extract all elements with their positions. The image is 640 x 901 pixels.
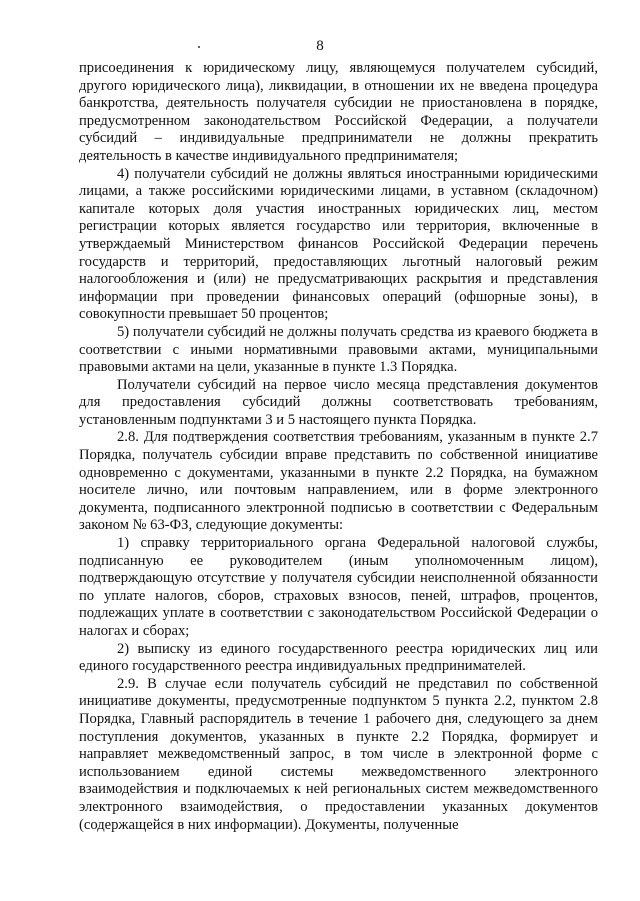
page-number: 8 <box>316 38 324 54</box>
scan-dot <box>198 46 200 48</box>
paragraph-7: 2) выписку из единого государственного реестра юридических лиц или единого государственного реестра индивидуальных предпринимателей. <box>79 640 598 675</box>
paragraph-4: Получатели субсидий на первое число месяца представления документов для предоставления субсидий должны соответствовать требованиям, установленным подпунктами 3 и 5 настоящего пункта Порядка. <box>79 376 598 428</box>
paragraph-6: 1) справку территориального органа Федеральной налоговой службы, подписанную ее руководителем (иным уполномоченным лицом), подтверждающую отсутствие у получателя субсидии неисполненной обязанности по уплате налогов, сборов, страховых взносов, пеней, штрафов, процентов, подлежащих уплате в соответствии с законодательством Российской Федерации о налогах и сборах; <box>79 535 598 639</box>
paragraph-1: присоединения к юридическому лицу, являющемуся получателем субсидий, другого юридического лица), ликвидации, в отношении их не введена процедура банкротства, деятельность получателя субсидии не приостановлена в порядке, предусмотренном законодательством Российской Федерации, а получатели субсидий – индивидуальные предприниматели не должны прекратить деятельность в качестве индивидуального предпринимателя; <box>79 60 598 164</box>
document-body <box>79 60 598 834</box>
paragraph-5: 2.8. Для подтверждения соответствия требованиям, указанным в пункте 2.7 Порядка, получатель субсидии вправе представить по собственной инициативе одновременно с документами, указанными в пункте 2.2 Порядка, на бумажном носителе лично, или почтовым направлением, или в форме электронного документа, подписанного электронной подписью в соответствии с Федеральным законом № 63-ФЗ, следующие документы: <box>79 429 598 534</box>
paragraph-2: 4) получатели субсидий не должны являться иностранными юридическими лицами, а также российскими юридическими лицами, в уставном (складочном) капитале которых доля участия иностранных юридических лиц, местом регистрации которых является государство или территория, включенные в утверждаемый Министерством финансов Российской Федерации перечень государств и территорий, предоставляющих льготный налоговый режим налогообложения и (или) не предусматривающих раскрытия и представления информации при проведении финансовых операций (офшорные зоны), в совокупности превышает 50 процентов; <box>79 165 598 323</box>
paragraph-3: 5) получатели субсидий не должны получать средства из краевого бюджета в соответствии с иными нормативными правовыми актами, муниципальными правовыми актами на цели, указанные в пункте 1.3 Порядка. <box>79 323 598 376</box>
paragraph-8: 2.9. В случае если получатель субсидий не представил по собственной инициативе документы, предусмотренные подпунктом 5 пункта 2.2, пунктом 2.8 Порядка, Главный распорядитель в течение 1 рабочего дня, следующего за днем поступления документов, указанных в пункте 2.2 Порядка, формирует и направляет межведомственный запрос, в том числе в электронной форме с использованием единой системы межведомственного электронного взаимодействия и подключаемых к ней региональных систем межведомственного электронного взаимодействия, о предоставлении указанных документов (содержащейся в них информации). Документы, полученные <box>79 675 598 833</box>
